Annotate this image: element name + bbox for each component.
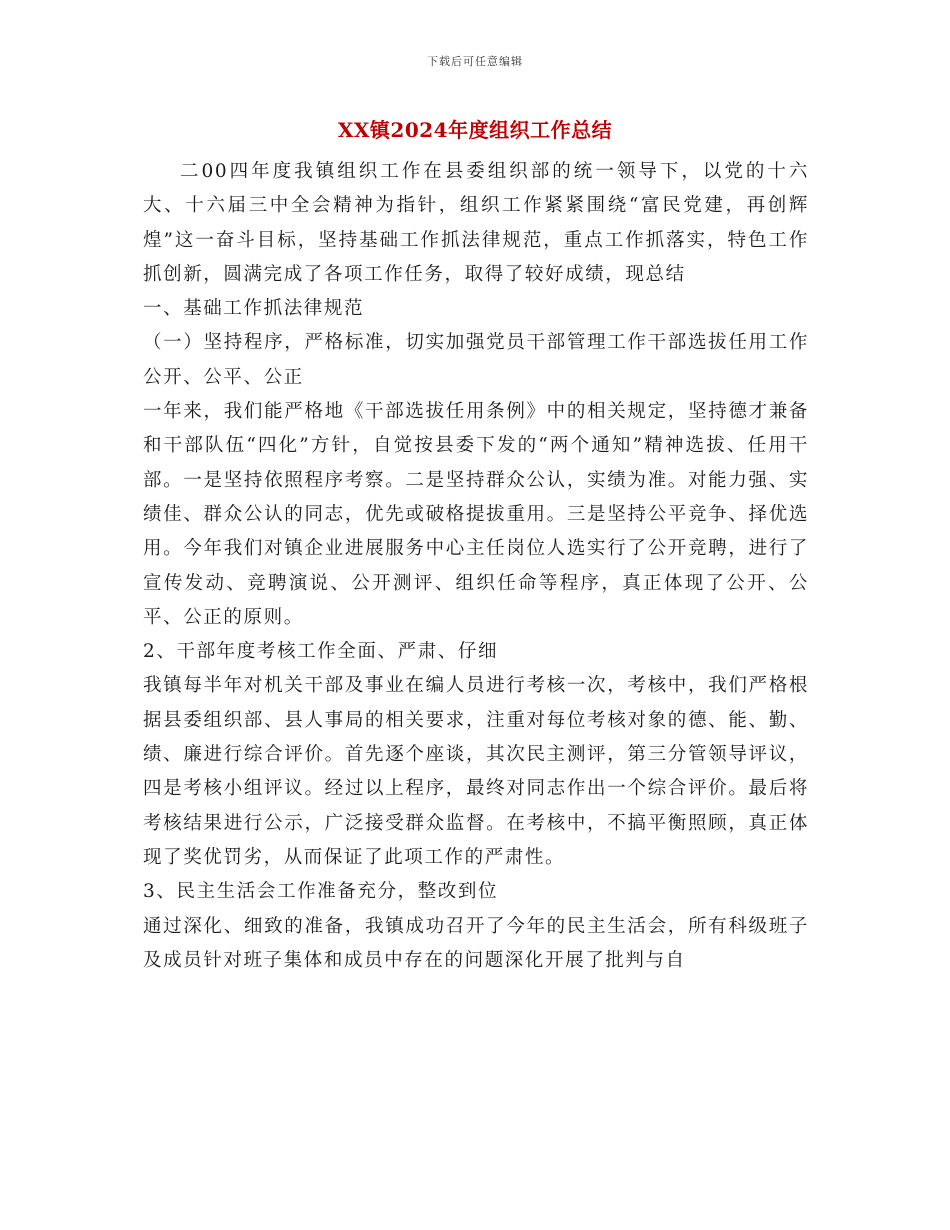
body-paragraph: 我镇每半年对机关干部及事业在编人员进行考核一次，考核中，我们严格根据县委组织部、县人事局的相关要求，注重对每位考核对象的德、能、勤、绩、廉进行综合评价。首先逐个座谈，其次民主测评，第三分管领导评议，四是考核小组评议。经过以上程序，最终对同志作出一个综合评价。最后将考核结果进行公示，广泛接受群众监督。在考核中，不搞平衡照顾，真正体现了奖优罚劣，从而保证了此项工作的严肃性。 [143, 675, 809, 868]
subsection-heading: （一）坚持程序，严格标准，切实加强党员干部管理工作干部选拔任用工作公开、公平、公正 [143, 332, 809, 388]
document-body [143, 155, 809, 978]
subsection-heading: 2、干部年度考核工作全面、严肃、仔细 [143, 641, 499, 663]
header-note: 下载后可任意编辑 [427, 55, 523, 68]
intro-paragraph: 二00四年度我镇组织工作在县委组织部的统一领导下，以党的十六大、十六届三中全会精神为指针，组织工作紧紧围绕“富民党建，再创辉煌”这一奋斗目标，坚持基础工作抓法律规范，重点工作抓落实，特色工作抓创新，圆满完成了各项工作任务，取得了较好成绩，现总结 [143, 161, 809, 285]
document-title: XX镇2024年度组织工作总结 [337, 118, 613, 142]
body-paragraph: 通过深化、细致的准备，我镇成功召开了今年的民主生活会，所有科级班子及成员针对班子集体和成员中存在的问题深化开展了批判与自 [143, 915, 809, 971]
body-paragraph: 一年来，我们能严格地《干部选拔任用条例》中的相关规定，坚持德才兼备和干部队伍“四化”方针，自觉按县委下发的“两个通知”精神选拔、任用干部。一是坚持依照程序考察。二是坚持群众公认，实绩为准。对能力强、实绩佳、群众公认的同志，优先或破格提拔重用。三是坚持公平竞争、择优选用。今年我们对镇企业进展服务中心主任岗位人选实行了公开竞聘，进行了宣传发动、竞聘演说、公开测评、组织任命等程序，真正体现了公开、公平、公正的原则。 [143, 401, 809, 628]
section-heading: 一、基础工作抓法律规范 [143, 298, 365, 320]
subsection-heading: 3、民主生活会工作准备充分，整改到位 [143, 881, 499, 903]
